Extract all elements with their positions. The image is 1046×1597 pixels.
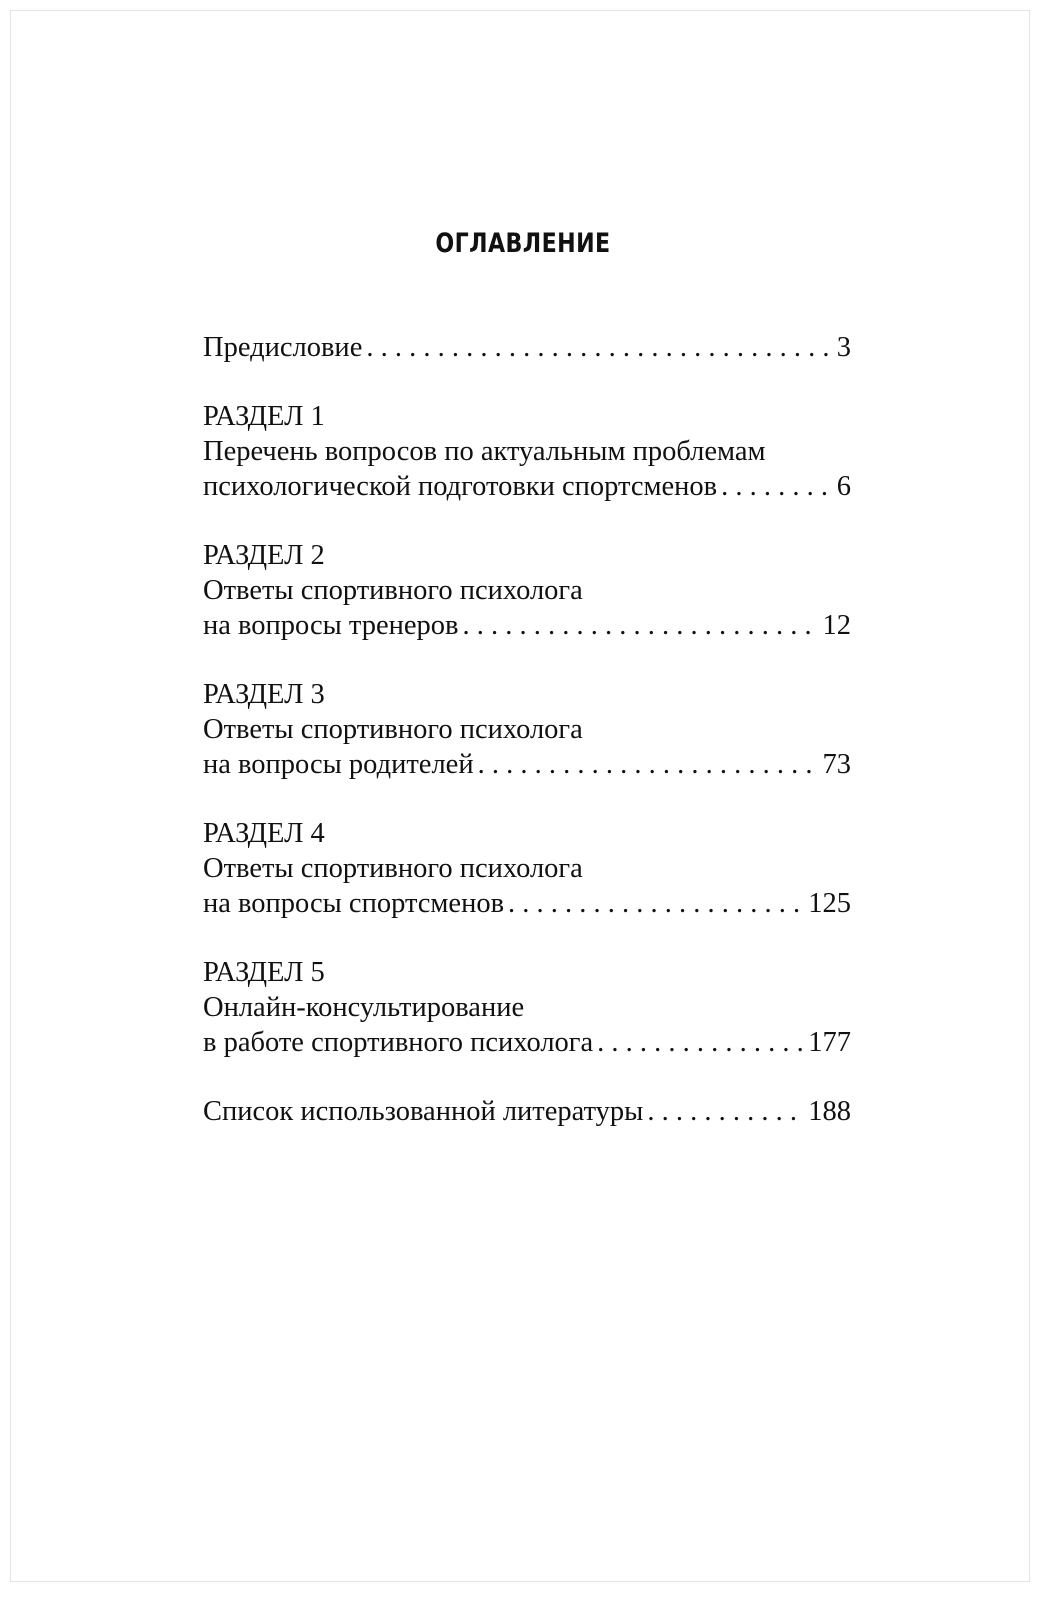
- toc-entry-text: на вопросы спортсменов: [203, 888, 505, 919]
- toc-page-number: 188: [808, 1096, 851, 1127]
- section-title-line: Ответы спортивного психолога: [203, 714, 583, 745]
- dot-leader: [717, 469, 833, 504]
- dot-leader: [474, 747, 819, 782]
- toc-entry-preface[interactable]: [203, 330, 851, 365]
- toc-page-number: 12: [822, 610, 851, 641]
- toc-page-number: 73: [822, 749, 851, 780]
- toc-entry-text: Предисловие: [203, 332, 363, 363]
- section-title-line: Онлайн-консультирование: [203, 992, 525, 1023]
- table-of-contents: [203, 330, 851, 1129]
- toc-entry-bibliography[interactable]: [203, 1094, 851, 1129]
- section-title-line: Ответы спортивного психолога: [203, 575, 583, 606]
- dot-leader: [458, 608, 818, 643]
- toc-entry-section-5[interactable]: [203, 1025, 851, 1060]
- toc-entry-text: в работе спортивного психолога: [203, 1027, 594, 1058]
- toc-entry-section-1[interactable]: [203, 469, 851, 504]
- dot-leader: [643, 1094, 804, 1129]
- toc-page-number: 3: [836, 332, 851, 363]
- section-heading: РАЗДЕЛ 4: [203, 818, 325, 849]
- toc-entry-text: психологической подготовки спортсменов: [203, 471, 718, 502]
- toc-page-number: 6: [836, 471, 851, 502]
- toc-entry-section-4[interactable]: [203, 886, 851, 921]
- toc-page-number: 177: [808, 1027, 851, 1058]
- section-heading: РАЗДЕЛ 3: [203, 679, 325, 710]
- toc-entry-text: Список использованной литературы: [203, 1096, 644, 1127]
- toc-page-number: 125: [808, 888, 851, 919]
- toc-entry-text: на вопросы родителей: [203, 749, 474, 780]
- page-title: ОГЛАВЛЕНИЕ: [435, 228, 611, 259]
- toc-entry-section-3[interactable]: [203, 747, 851, 782]
- section-title-line: Перечень вопросов по актуальным проблемам: [203, 436, 766, 467]
- dot-leader: [362, 330, 832, 365]
- section-heading: РАЗДЕЛ 5: [203, 957, 325, 988]
- section-title-line: Ответы спортивного психолога: [203, 853, 583, 884]
- toc-entry-text: на вопросы тренеров: [203, 610, 459, 641]
- dot-leader: [593, 1025, 804, 1060]
- toc-entry-section-2[interactable]: [203, 608, 851, 643]
- section-heading: РАЗДЕЛ 2: [203, 540, 325, 571]
- section-heading: РАЗДЕЛ 1: [203, 401, 325, 432]
- dot-leader: [504, 886, 804, 921]
